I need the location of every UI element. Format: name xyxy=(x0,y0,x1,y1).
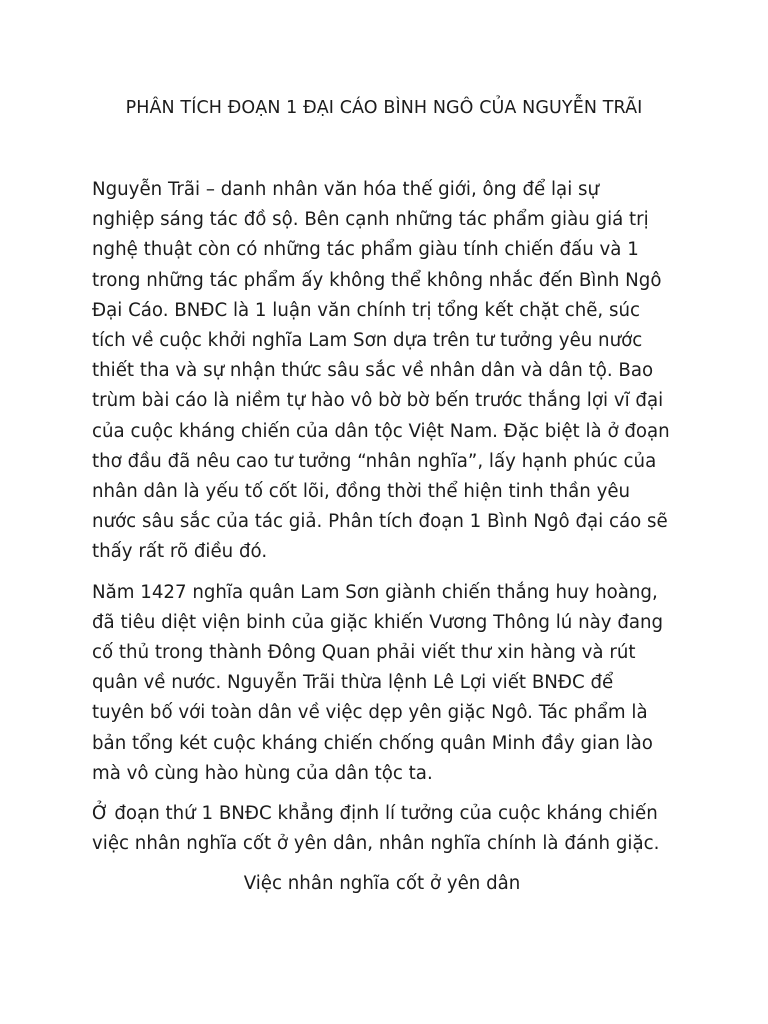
paragraph-introduction xyxy=(92,175,682,568)
text-line: nghệ thuật còn có những tác phẩm giàu tính chiến đấu và 1 xyxy=(92,239,639,261)
text-line: thấy rất rõ điều đó. xyxy=(92,541,268,563)
text-line: của cuộc kháng chiến của dân tộc Việt Nam. Đặc biệt là ở đoạn xyxy=(92,420,670,442)
text-line: tuyên bố với toàn dân về việc dẹp yên giặc Ngô. Tác phẩm là xyxy=(92,702,648,724)
text-line: việc nhân nghĩa cốt ở yên dân, nhân nghĩa chính là đánh giặc. xyxy=(92,833,660,855)
text-line: nghiệp sáng tác đồ sộ. Bên cạnh những tác phẩm giàu giá trị xyxy=(92,209,649,231)
text-line: trong những tác phẩm ấy không thể không nhắc đến Bình Ngô xyxy=(92,269,662,291)
document-title: PHÂN TÍCH ĐOẠN 1 ĐẠI CÁO BÌNH NGÔ CỦA NGUYỄN TRÃI xyxy=(125,98,643,118)
text-line: Ở đoạn thứ 1 BNĐC khẳng định lí tưởng của cuộc kháng chiến xyxy=(92,803,658,825)
text-line: Năm 1427 nghĩa quân Lam Sơn giành chiến thắng huy hoàng, xyxy=(92,581,658,603)
text-line: Đại Cáo. BNĐC là 1 luận văn chính trị tổng kết chặt chẽ, súc xyxy=(92,299,640,321)
text-line: thơ đầu đã nêu cao tư tưởng “nhân nghĩa”, lấy hạnh phúc của xyxy=(92,450,657,472)
text-line: nhân dân là yếu tố cốt lõi, đồng thời thể hiện tinh thần yêu xyxy=(92,481,631,503)
verse-line: Việc nhân nghĩa cốt ở yên dân xyxy=(243,873,521,895)
text-line: nước sâu sắc của tác giả. Phân tích đoạn 1 Bình Ngô đại cáo sẽ xyxy=(92,511,668,533)
text-line: trùm bài cáo là niềm tự hào vô bờ bờ bến trước thắng lợi vĩ đại xyxy=(92,390,664,412)
text-line: tích về cuộc khởi nghĩa Lam Sơn dựa trên tư tưởng yêu nước xyxy=(92,330,643,352)
text-line: Nguyễn Trãi – danh nhân văn hóa thế giới, ông để lại sự xyxy=(92,179,600,200)
text-line: đã tiêu diệt viện binh của giặc khiến Vương Thông lú này đang xyxy=(92,611,664,633)
paragraph-thesis xyxy=(92,799,682,859)
document-body xyxy=(92,175,682,900)
text-line: quân về nước. Nguyễn Trãi thừa lệnh Lê Lợi viết BNĐC để xyxy=(92,672,614,694)
text-line: thiết tha và sự nhận thức sâu sắc về nhân dân và dân tộ. Bao xyxy=(92,360,654,382)
text-line: bản tổng két cuộc kháng chiến chống quân Minh đầy gian lào xyxy=(92,732,653,754)
paragraph-context xyxy=(92,578,682,789)
text-line: mà vô cùng hào hùng của dân tộc ta. xyxy=(92,762,433,784)
verse-quote xyxy=(82,869,682,899)
text-line: cố thủ trong thành Đông Quan phải viết thư xin hàng và rút xyxy=(92,642,636,664)
